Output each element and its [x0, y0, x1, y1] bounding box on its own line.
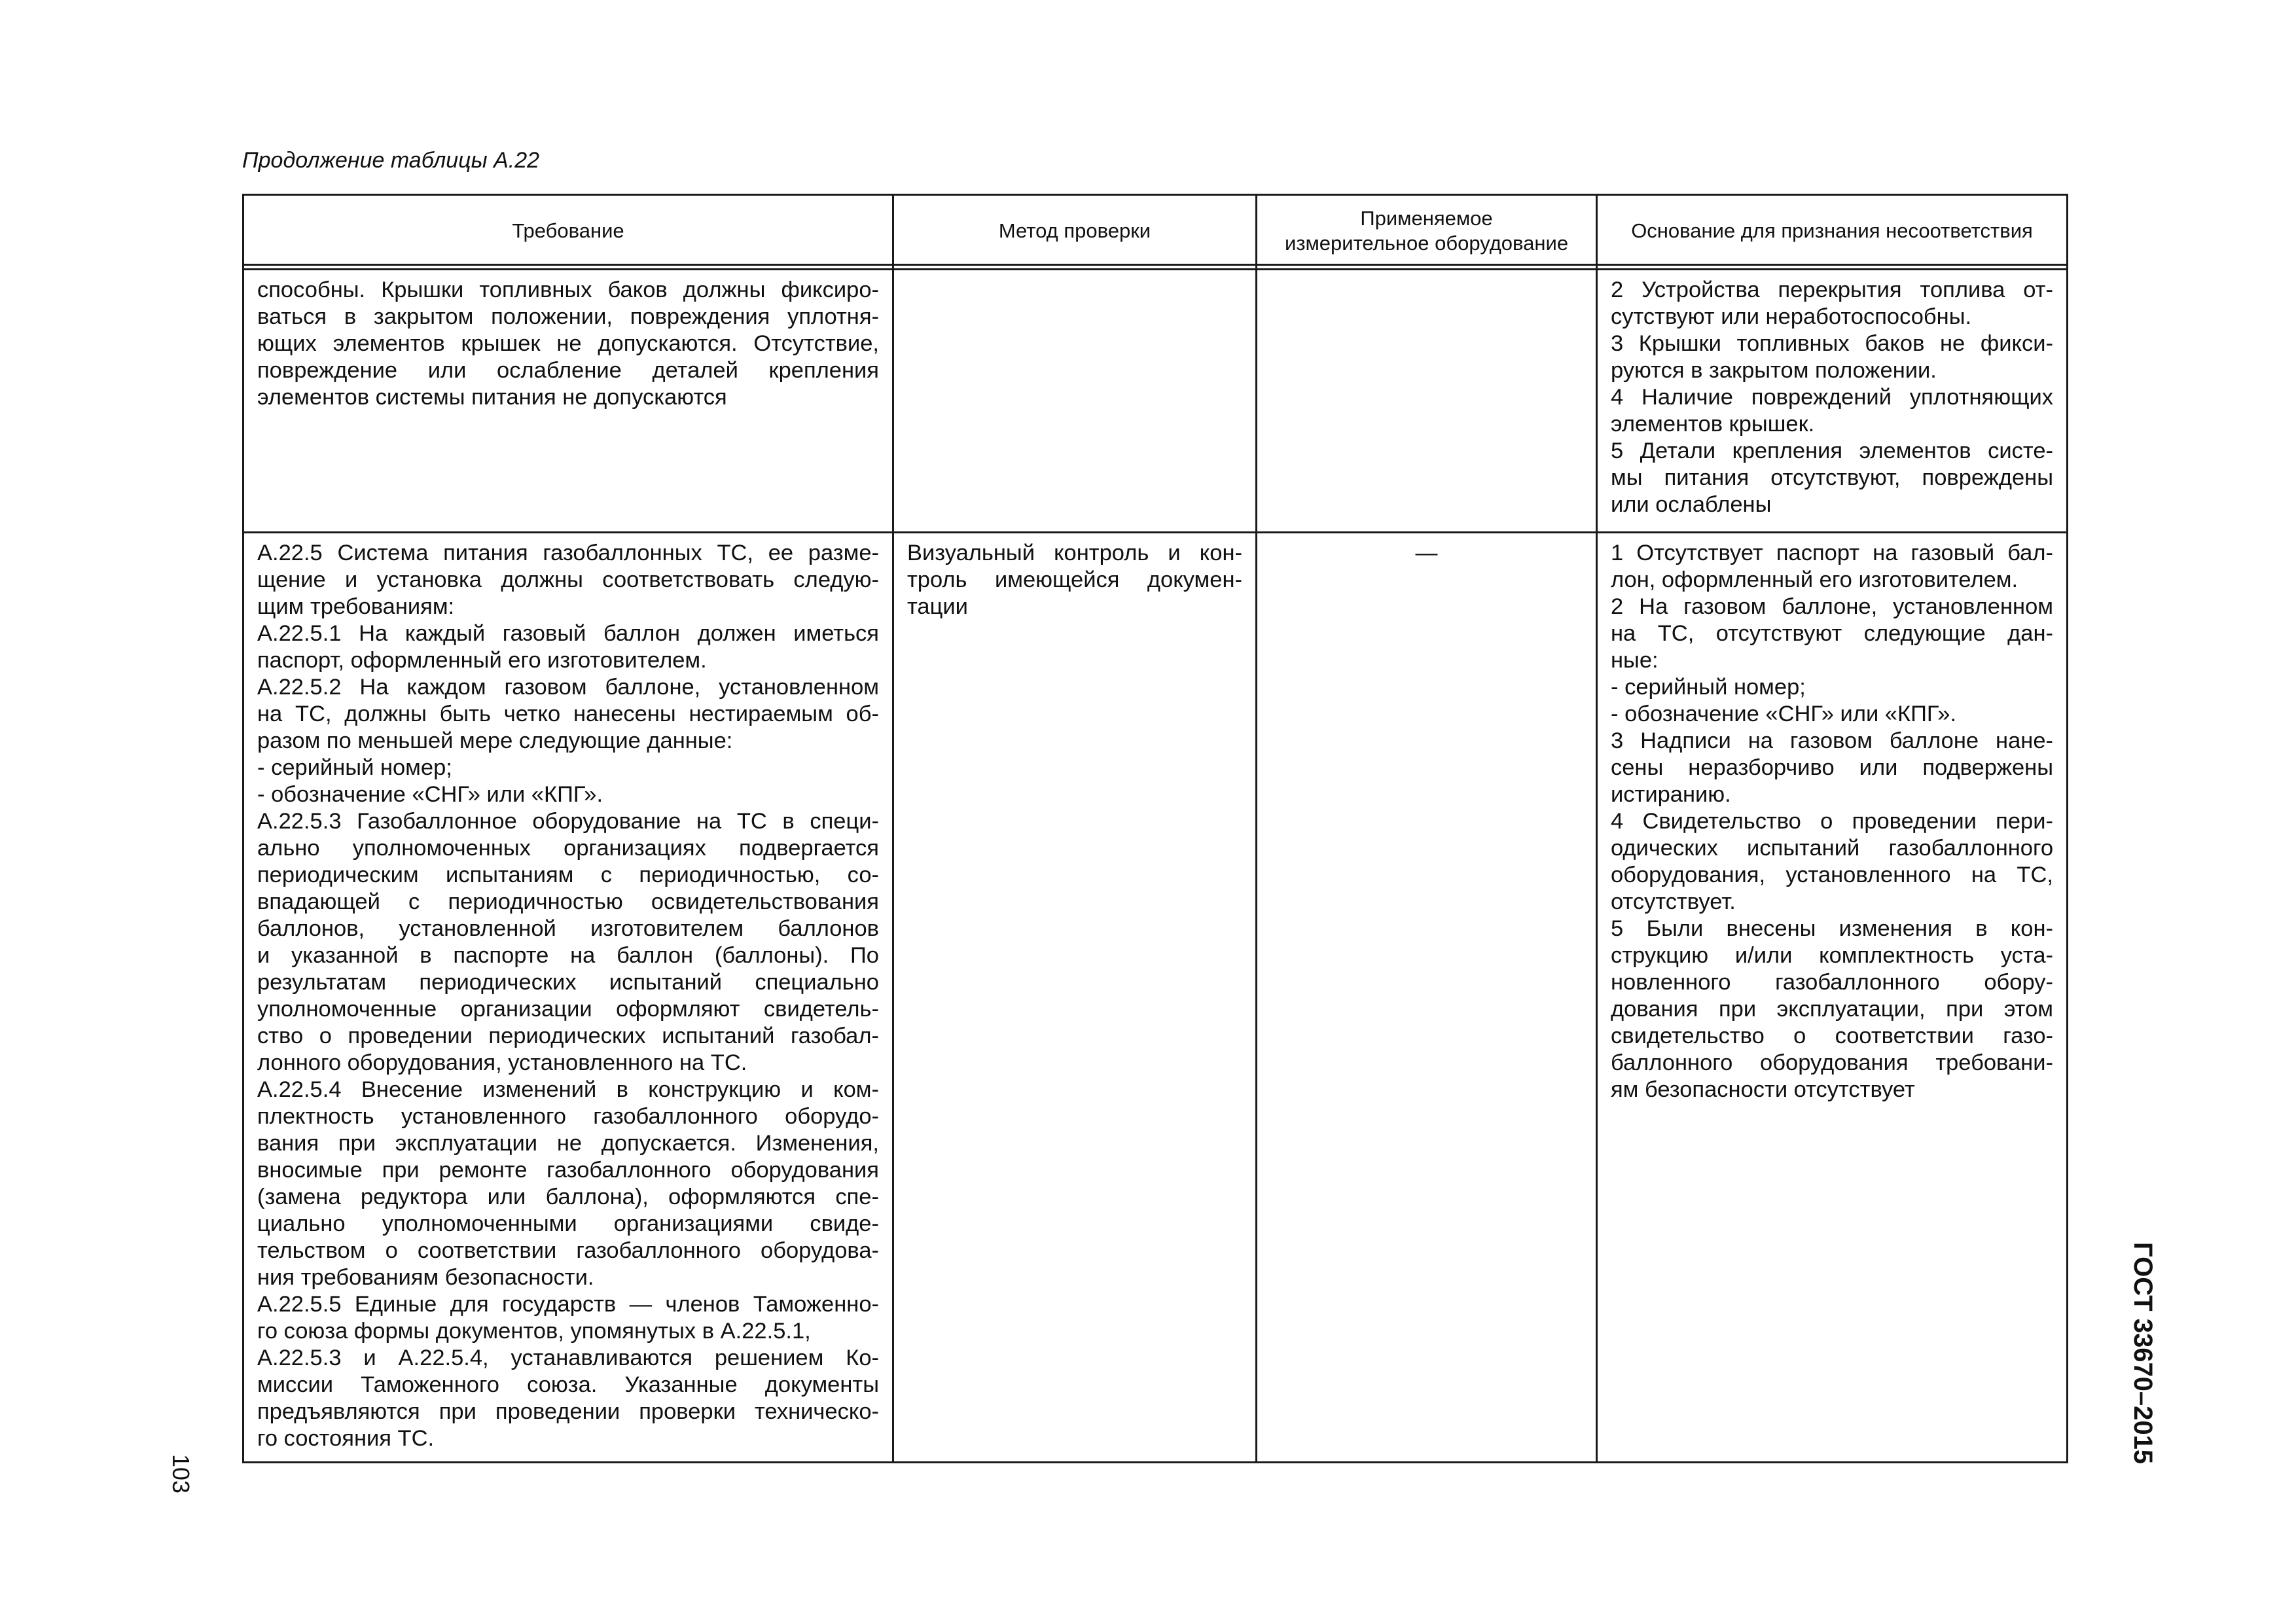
- text-line: результатам периодических испытаний специально: [257, 970, 879, 995]
- text-line: 2 На газовом баллоне, установленном: [1611, 594, 2053, 619]
- text-line: оборудования, установленного на ТС,: [1611, 863, 2053, 887]
- text-line: лон, оформленный его изготовителем.: [1611, 567, 2018, 592]
- text-line: периодическим испытаниям с периодичностью, со-: [257, 863, 879, 887]
- text-line: свидетельство о соответствии газо-: [1611, 1024, 2053, 1048]
- text-line: вносимые при ремонте газобаллонного оборудования: [257, 1158, 879, 1183]
- text-line: щение и установка должны соответствовать следую-: [257, 567, 879, 592]
- standard-code: ГОСТ 33670–2015: [2128, 1242, 2157, 1465]
- text-line: руются в закрытом положении.: [1611, 358, 1937, 383]
- column-divider: [1255, 196, 1257, 1461]
- text-line: лонного оборудования, установленного на ТС.: [257, 1050, 747, 1075]
- text-line: го состояния ТС.: [257, 1426, 435, 1451]
- row2-equipment-cell: —: [1415, 541, 1438, 565]
- text-line: элементов системы питания не допускаются: [257, 385, 727, 410]
- text-line: А.22.5.2 На каждом газовом баллоне, установленном: [257, 675, 879, 700]
- text-line: А.22.5.4 Внесение изменений в конструкцию и ком-: [257, 1077, 879, 1102]
- text-line: ям безопасности отсутствует: [1611, 1077, 1915, 1102]
- text-line: струкцию и/или комплектность уста-: [1611, 943, 2053, 968]
- requirements-table: [242, 194, 2068, 1463]
- text-line: способны. Крышки топливных баков должны фиксиро-: [257, 277, 879, 302]
- text-line: - серийный номер;: [257, 755, 452, 780]
- text-line: щим требованиям:: [257, 594, 455, 619]
- text-line: А.22.5 Система питания газобаллонных ТС, ее разме-: [257, 541, 879, 565]
- text-line: миссии Таможенного союза. Указанные документы: [257, 1372, 879, 1397]
- text-line: паспорт, оформленный его изготовителем.: [257, 648, 707, 673]
- text-line: новленного газобаллонного обору-: [1611, 970, 2053, 995]
- text-line: - обозначение «СНГ» или «КПГ».: [1611, 702, 1957, 726]
- text-line: вания при эксплуатации не допускается. Изменения,: [257, 1131, 879, 1156]
- text-line: 5 Были внесены изменения в кон-: [1611, 916, 2053, 941]
- text-line: баллонов, установленной изготовителем баллонов: [257, 916, 879, 941]
- text-line: ально уполномоченных организациях подвергается: [257, 836, 879, 861]
- header-basis: [1598, 196, 2066, 266]
- header-requirement: [244, 196, 892, 266]
- text-line: или ослаблены: [1611, 492, 1772, 517]
- text-line: А.22.5.1 На каждый газовый баллон должен иметься: [257, 621, 879, 646]
- text-line: предъявляются при проведении проверки техническо-: [257, 1399, 879, 1424]
- text-line: 2 Устройства перекрытия топлива от-: [1611, 277, 2053, 302]
- text-line: троль имеющейся докумен-: [907, 567, 1242, 592]
- row2-requirement-cell: [244, 540, 892, 1452]
- text-line: 4 Свидетельство о проведении пери-: [1611, 809, 2053, 834]
- text-line: уполномоченные организации оформляют свидетель-: [257, 997, 879, 1022]
- text-line: ющих элементов крышек не допускаются. Отсутствие,: [257, 331, 879, 356]
- text-line: сутствуют или неработоспособны.: [1611, 304, 1972, 329]
- text-line: го союза формы документов, упомянутых в А.22.5.1,: [257, 1319, 811, 1344]
- text-line: на ТС, должны быть четко нанесены нестираемым об-: [257, 702, 879, 726]
- text-line: - серийный номер;: [1611, 675, 1806, 700]
- text-line: мы питания отсутствуют, повреждены: [1611, 465, 2053, 490]
- text-line: ство о проведении периодических испытаний газобал-: [257, 1024, 879, 1048]
- text-line: разом по меньшей мере следующие данные:: [257, 728, 733, 753]
- text-line: одических испытаний газобаллонного: [1611, 836, 2053, 861]
- row2-basis-cell: [1598, 540, 2066, 1103]
- text-line: отсутствует.: [1611, 889, 1736, 914]
- text-line: - обозначение «СНГ» или «КПГ».: [257, 782, 603, 807]
- text-line: баллонного оборудования требовани-: [1611, 1050, 2053, 1075]
- text-line: ния требованиям безопасности.: [257, 1265, 594, 1290]
- text-line: сены неразборчиво или подвержены: [1611, 755, 2053, 780]
- column-divider: [892, 196, 894, 1461]
- header-equipment-line: Применяемое: [1360, 207, 1493, 230]
- row-divider: [244, 531, 2066, 533]
- text-line: Визуальный контроль и кон-: [907, 541, 1242, 565]
- text-line: А.22.5.3 и А.22.5.4, устанавливаются решением Ко-: [257, 1346, 879, 1370]
- text-line: (замена редуктора или баллона), оформляются спе-: [257, 1185, 879, 1209]
- text-line: 3 Надписи на газовом баллоне нане-: [1611, 728, 2053, 753]
- text-line: ваться в закрытом положении, повреждения уплотня-: [257, 304, 879, 329]
- header-method-label: Метод проверки: [998, 219, 1151, 242]
- row2-method-cell: [894, 540, 1255, 620]
- header-method: [894, 196, 1255, 266]
- text-line: элементов крышек.: [1611, 412, 1815, 437]
- text-line: дования при эксплуатации, при этом: [1611, 997, 2053, 1022]
- row1-requirement-cell: [244, 277, 892, 411]
- page-number: 103: [168, 1454, 194, 1494]
- text-line: циально уполномоченными организациями свиде-: [257, 1211, 879, 1236]
- header-equipment-line: измерительное оборудование: [1284, 232, 1569, 255]
- text-line: ные:: [1611, 648, 1659, 673]
- text-line: А.22.5.5 Единые для государств — членов Таможенно-: [257, 1292, 879, 1317]
- table-caption: Продолжение таблицы А.22: [242, 148, 540, 173]
- row1-basis-cell: [1598, 277, 2066, 518]
- text-line: А.22.5.3 Газобаллонное оборудование на ТС в специ-: [257, 809, 879, 834]
- header-divider: [244, 268, 2066, 270]
- header-equipment: [1257, 196, 1596, 266]
- text-line: 1 Отсутствует паспорт на газовый бал-: [1611, 541, 2053, 565]
- text-line: 5 Детали крепления элементов систе-: [1611, 438, 2053, 463]
- text-line: истиранию.: [1611, 782, 1731, 807]
- text-line: плектность установленного газобаллонного оборудо-: [257, 1104, 879, 1129]
- header-requirement-label: Требование: [512, 219, 624, 242]
- header-basis-label: Основание для признания несоответствия: [1631, 219, 2033, 242]
- text-line: впадающей с периодичностью освидетельствования: [257, 889, 879, 914]
- text-line: 4 Наличие повреждений уплотняющих: [1611, 385, 2053, 410]
- text-line: на ТС, отсутствуют следующие дан-: [1611, 621, 2053, 646]
- text-line: 3 Крышки топливных баков не фикси-: [1611, 331, 2053, 356]
- text-line: тельством о соответствии газобаллонного оборудова-: [257, 1238, 879, 1263]
- text-line: тации: [907, 594, 968, 619]
- text-line: и указанной в паспорте на баллон (баллоны). По: [257, 943, 879, 968]
- text-line: повреждение или ослабление деталей крепления: [257, 358, 879, 383]
